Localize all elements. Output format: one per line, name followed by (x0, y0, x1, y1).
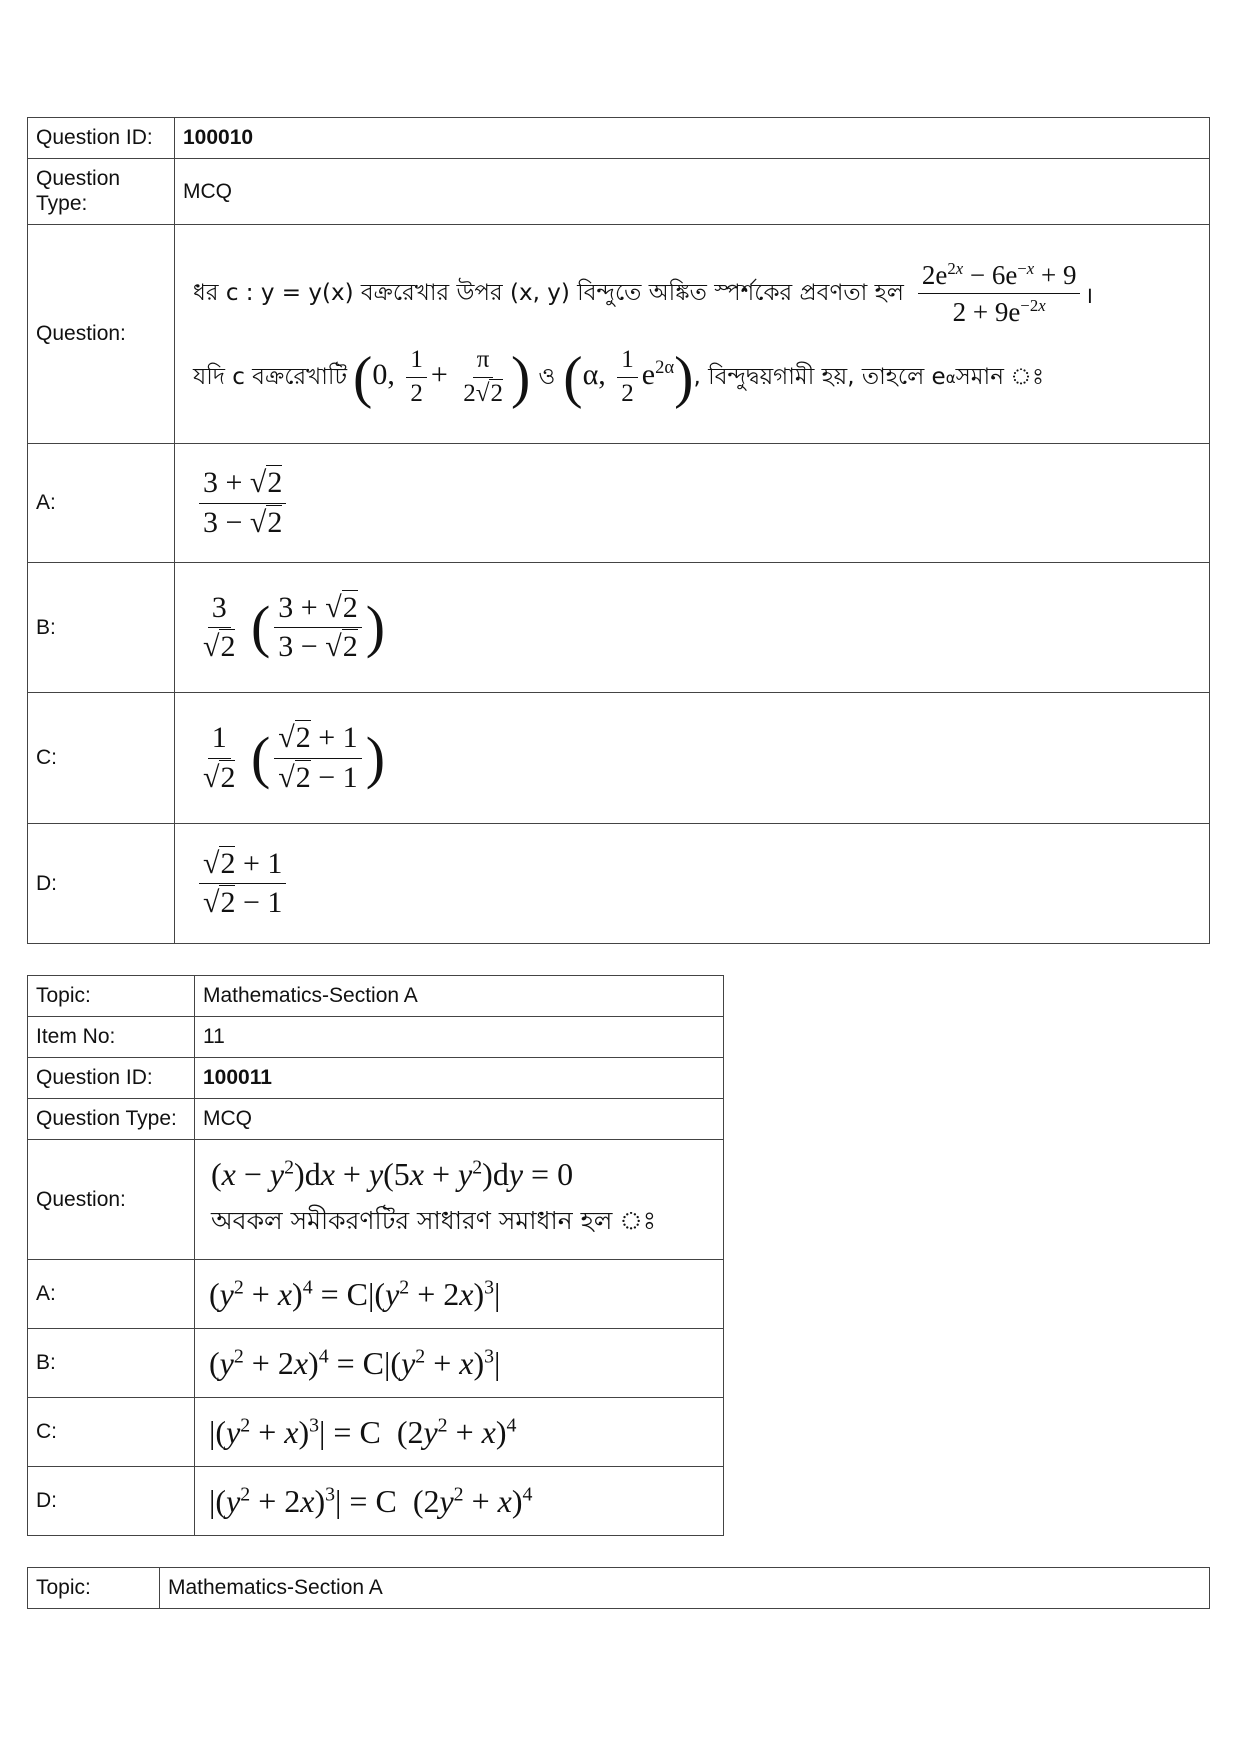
question-row (28, 225, 1210, 444)
option-c-content (175, 693, 1210, 824)
option-a-math: $\frac{3 + √2}{3 - √2}$ (199, 466, 286, 540)
point-1: (0, $\frac{1}{2}$ + $\frac{\pi}{2√2}$ ) (353, 344, 531, 410)
and-text: ও (538, 364, 556, 391)
question-id-label: Question ID: (28, 118, 175, 159)
option-a-row (28, 1260, 724, 1329)
question-type-value: MCQ (175, 159, 1210, 225)
option-b-row (28, 1329, 724, 1398)
option-d-row (28, 1467, 724, 1536)
option-a-label: A: (28, 444, 175, 563)
question-100011-table (27, 975, 724, 1536)
topic-label: Topic: (28, 1568, 160, 1609)
topic-label: Topic: (28, 976, 195, 1017)
question-type-row (28, 159, 1210, 225)
question-type-label: Question Type: (28, 159, 175, 225)
option-a-row (28, 444, 1210, 563)
question-text-line1: ধর c : y = y(x) বক্ররেখার উপর (x, y) বিন্দুতে অঙ্কিত স্পর্শকের প্রবণতা হল (193, 280, 904, 307)
option-d-row (28, 824, 1210, 944)
item-label: Item No: (28, 1017, 195, 1058)
question-id-row (28, 1058, 724, 1099)
option-b-math: $\frac{3}{√2}$ ( $\frac{3 + √2}{3 - √2}$ ) (203, 590, 386, 663)
option-b-math: $(y^2 + 2x)^4 = C|(y^2 + x)^3|$ (195, 1329, 724, 1398)
question-100010-table (27, 117, 1210, 944)
point-2: (α, $\frac{1}{2}$ $e^{2\alpha}$) (563, 344, 694, 410)
option-a-label: A: (28, 1260, 195, 1329)
question-text-line2-a: যদি c বক্ররেখাটি (193, 364, 347, 391)
option-a-content (175, 444, 1210, 563)
topic-row (28, 976, 724, 1017)
question-type-value: MCQ (195, 1099, 724, 1140)
option-b-label: B: (28, 563, 175, 693)
question-id-value: 100011 (195, 1058, 724, 1099)
option-c-row (28, 1398, 724, 1467)
option-d-content (175, 824, 1210, 944)
option-b-row (28, 563, 1210, 693)
option-d-label: D: (28, 824, 175, 944)
question-id-row (28, 118, 1210, 159)
topic-value: Mathematics-Section A (160, 1568, 1210, 1609)
item-value: 11 (195, 1017, 724, 1058)
option-b-content (175, 563, 1210, 693)
question-text-line2-b: , বিন্দুদ্বয়গামী হয়, তাহলে e (693, 364, 946, 391)
question-type-label: Question Type: (28, 1099, 195, 1140)
option-d-math: $\frac{√2 + 1}{√2 - 1}$ (199, 847, 286, 921)
question-12-table (27, 1567, 1210, 1609)
topic-value: Mathematics-Section A (195, 976, 724, 1017)
differential-equation: $(x - y^2)dx + y(5x + y^2)dy = 0$ (211, 1155, 574, 1192)
question-body (175, 225, 1210, 444)
question-type-row (28, 1099, 724, 1140)
topic-row (28, 1568, 1210, 1609)
option-d-math: $|(y^2 + 2x)^3| = C$ $(2y^2 + x)^4$ (195, 1467, 724, 1536)
item-row (28, 1017, 724, 1058)
slope-fraction: $\frac{2e^{2x} - 6e^{-x} + 9}{2 + 9e^{-2x}}$ (918, 259, 1081, 328)
question-row (28, 1140, 724, 1260)
line1-end: । (1084, 282, 1094, 309)
option-a-math: $(y^2 + x)^4 = C|(y^2 + 2x)^3|$ (195, 1260, 724, 1329)
option-c-label: C: (28, 1398, 195, 1467)
option-b-label: B: (28, 1329, 195, 1398)
option-d-label: D: (28, 1467, 195, 1536)
option-c-label: C: (28, 693, 175, 824)
question-label: Question: (28, 225, 175, 444)
question-id-value: 100010 (175, 118, 1210, 159)
question-label: Question: (28, 1140, 195, 1260)
option-c-math: $|(y^2 + x)^3| = C$ $(2y^2 + x)^4$ (195, 1398, 724, 1467)
question-text: অবকল সমীকরণটির সাধারণ সমাধান হল ঃ (211, 1205, 657, 1235)
option-c-math: $\frac{1}{√2}$ ( $\frac{√2 + 1}{√2 - 1}$ ) (203, 721, 386, 794)
question-id-label: Question ID: (28, 1058, 195, 1099)
alpha-superscript: α (945, 368, 956, 387)
option-c-row (28, 693, 1210, 824)
question-body (195, 1140, 724, 1260)
question-text-line2-c: সমান ঃ (955, 364, 1045, 391)
